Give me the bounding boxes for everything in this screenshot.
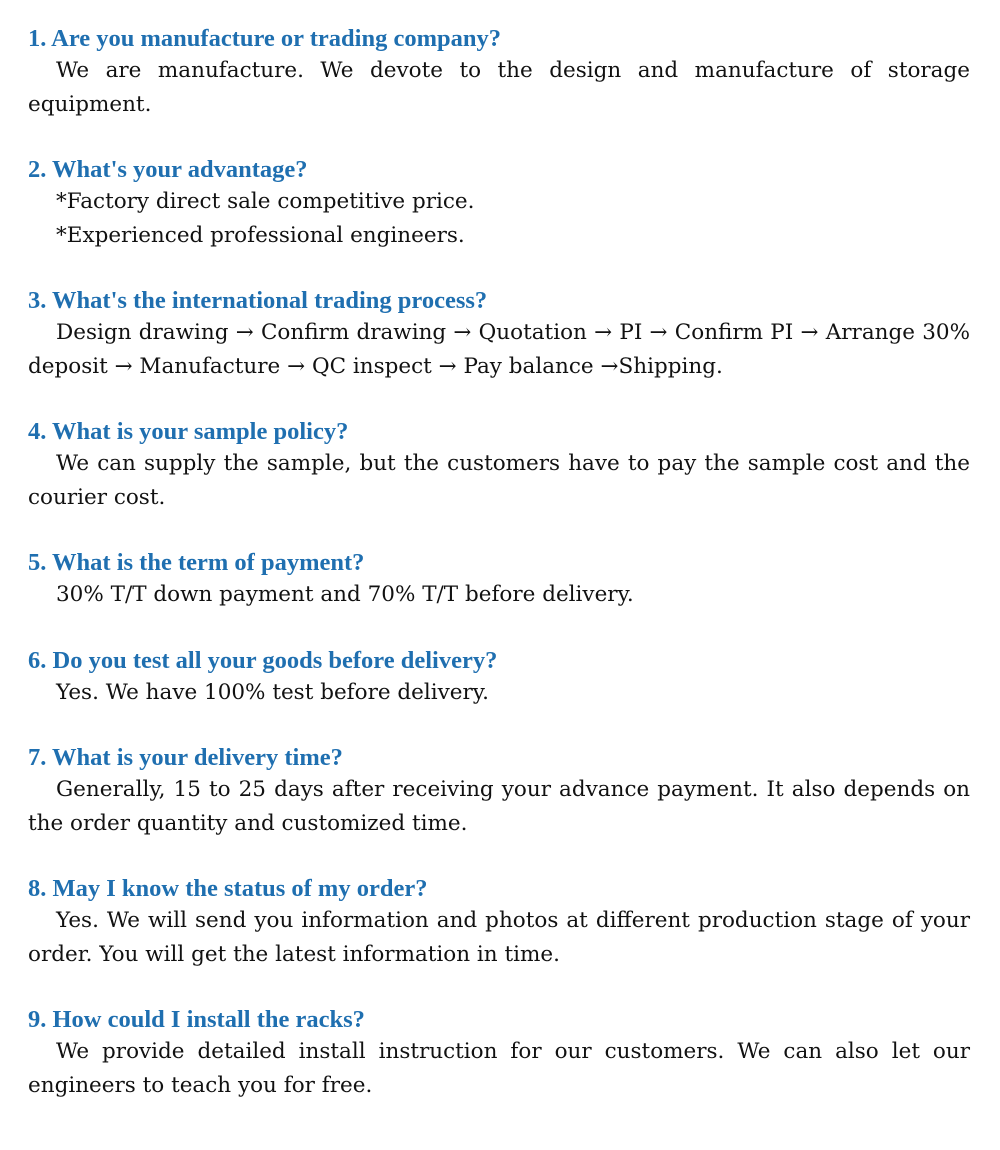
faq-answer: We provide detailed install instruction for our customers. We can also let our engineers to teach you for free. [28,1039,970,1098]
faq-answer [28,185,970,252]
faq-question: 1. Are you manufacture or trading company? [28,25,501,52]
faq-item-8 [28,874,970,971]
faq-answer: Yes. We have 100% test before delivery. [56,679,489,705]
faq-item-7 [28,743,970,840]
faq-answer-line: *Factory direct sale competitive price. [56,189,475,214]
faq-question: 9. How could I install the racks? [28,1006,365,1033]
faq-question: 5. What is the term of payment? [28,549,365,576]
faq-answer: We can supply the sample, but the customers have to pay the sample cost and the courier cost. [28,451,970,510]
faq-question: 3. What's the international trading process? [28,287,488,314]
faq-item-1 [28,24,970,121]
faq-answer: Design drawing → Confirm drawing → Quotation → PI → Confirm PI → Arrange 30% deposit → Manufacture → QC inspect → Pay balance →Shipping. [28,320,970,379]
faq-answer: Yes. We will send you information and photos at different production stage of your order. You will get the latest information in time. [28,908,970,967]
faq-list [28,24,970,1102]
faq-item-2 [28,155,970,252]
faq-question: 7. What is your delivery time? [28,744,343,771]
faq-item-6 [28,646,970,710]
faq-answer: We are manufacture. We devote to the design and manufacture of storage equipment. [28,58,970,117]
faq-question: 8. May I know the status of my order? [28,875,428,902]
faq-question: 2. What's your advantage? [28,156,308,183]
faq-answer: Generally, 15 to 25 days after receiving your advance payment. It also depends on the order quantity and customized time. [28,777,970,836]
faq-question: 6. Do you test all your goods before delivery? [28,646,498,674]
faq-answer-line: *Experienced professional engineers. [56,222,465,248]
faq-question: 4. What is your sample policy? [28,418,349,445]
faq-item-4 [28,417,970,514]
faq-answer: 30% T/T down payment and 70% T/T before delivery. [56,582,634,607]
faq-item-5 [28,548,970,612]
faq-item-3 [28,286,970,383]
faq-item-9 [28,1005,970,1102]
